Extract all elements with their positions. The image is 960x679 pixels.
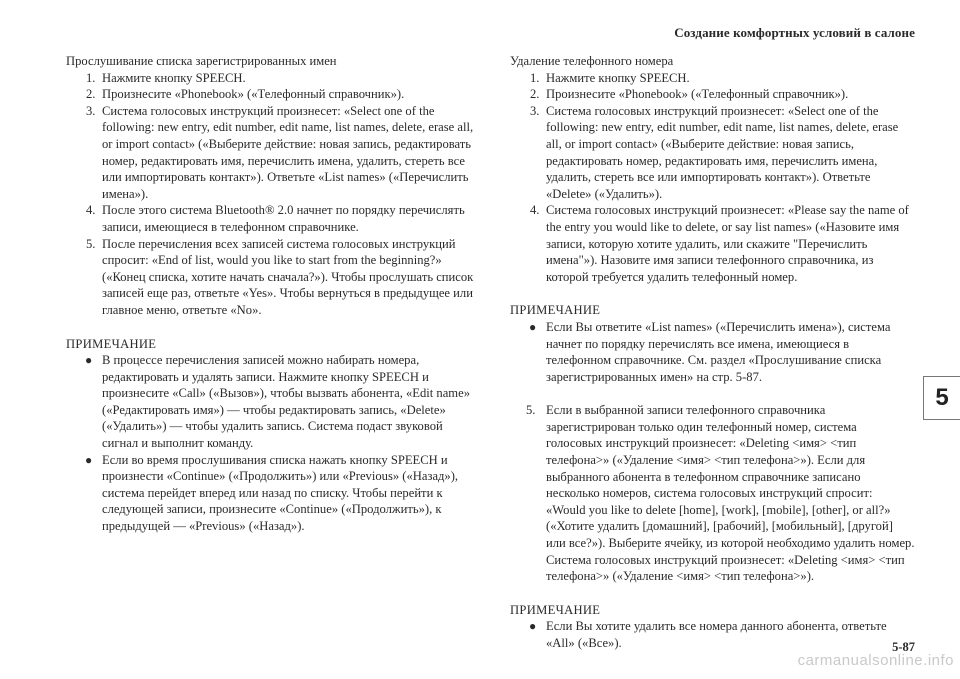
step-item	[510, 202, 915, 285]
note-item	[510, 618, 915, 651]
step-item	[66, 236, 476, 319]
step-item	[66, 202, 476, 235]
note-title: ПРИМЕЧАНИЕ	[510, 303, 601, 318]
step-text: Нажмите кнопку SPEECH.	[102, 70, 246, 85]
section-heading-delete-number: Удаление телефонного номера	[510, 54, 674, 68]
bullet-icon: ●	[85, 353, 93, 368]
step-item	[510, 70, 915, 87]
page-header: Создание комфортных условий в салоне	[674, 25, 915, 40]
note-title: ПРИМЕЧАНИЕ	[66, 336, 157, 351]
step-item	[66, 86, 476, 103]
step-item	[510, 103, 915, 203]
step-text: После перечисления всех записей система голосовых инструкций спросит: «End of list, would you like to start from the beginning?» («Конец списка, хотите начать сначала?»). Чтобы прослушать список записей еще раз, ответьте «Yes». Чтобы вернуться в предыдущее или главное меню, ответьте «No».	[102, 236, 474, 317]
note-list	[510, 319, 915, 385]
step-number: 1.	[86, 70, 96, 85]
note-text: Если Вы хотите удалить все номера данного абонента, ответьте «All» («Все»).	[546, 619, 887, 650]
note-item	[510, 319, 915, 385]
step-number: 5.	[86, 236, 96, 251]
step-item	[66, 70, 476, 87]
step-text: После этого система Bluetooth® 2.0 начнет по порядку перечислять записи, имеющиеся в телефонном справочнике.	[102, 203, 465, 234]
note-title: ПРИМЕЧАНИЕ	[510, 602, 601, 617]
note-list	[510, 618, 915, 651]
step-text: Произнесите «Phonebook» («Телефонный справочник»).	[102, 87, 405, 102]
step-item-5	[510, 402, 915, 585]
step-text: Система голосовых инструкций произнесет: «Select one of the following: new entry, edit number, edit name, list names, delete, erase all, or import contact» («Выберите действие: новая запись, редактировать номер, редактировать имя, перечислить имена, удалить, стереть все или импортировать контакт»). Ответьте «Delete» («Удалить»).	[546, 103, 899, 201]
chapter-tab: 5	[923, 376, 960, 420]
section-heading-list-names: Прослушивание списка зарегистрированных имен	[66, 54, 337, 68]
note-text: В процессе перечисления записей можно набирать номера, редактировать и удалять записи. Нажмите кнопку SPEECH и произнесите «Call» («Вызов»), чтобы вызвать абонента, «Edit name» («Редактировать имя») — чтобы редактировать запись, «Delete» («Удалить») — чтобы удалить запись. Система подаст звуковой сигнал и выполнит команду.	[102, 353, 470, 451]
bullet-icon: ●	[85, 452, 93, 467]
step-text: Если в выбранной записи телефонного справочника зарегистрирован только один телефонный номер, система голосовых инструкций произнесет: «Deleting <имя> <тип телефона>» («Удаление <имя> <тип телефона>»). Если для выбранного абонента в телефонном справочнике записано несколько номеров, система голосовых инструкций спросит: «Would you like to delete [home], [work], [mobile], [other], or all?» («Хотите удалить [домашний], [рабочий], [мобильный], [другой] или все?»). Выберите ячейку, из которой необходимо удалить номер. Система голосовых инструкций произнесет: «Deleting <имя> <тип телефона>» («Удаление <имя> <тип телефона>»).	[546, 403, 915, 584]
delete-number-steps	[510, 70, 915, 286]
note-text: Если Вы ответите «List names» («Перечислить имена»), система начнет по порядку перечислять все имена, имеющиеся в телефонном справочнике. См. раздел «Прослушивание списка зарегистрированных имен» на стр. 5-87.	[546, 319, 891, 384]
note-list	[66, 352, 476, 535]
step-number: 2.	[530, 87, 540, 102]
step-number: 2.	[86, 87, 96, 102]
step-item	[66, 103, 476, 203]
page-number: 5-87	[892, 640, 915, 654]
step-number: 3.	[86, 103, 96, 118]
step-text: Система голосовых инструкций произнесет: «Select one of the following: new entry, edit number, edit name, list names, delete, erase all, or import contact» («Выберите действие: новая запись, редактировать номер, редактировать имя, перечислить имена, удалить, стереть все или импортировать контакт»). Ответьте «List names» («Перечислить имена»).	[102, 103, 474, 201]
note-item	[66, 352, 476, 452]
left-column	[66, 53, 476, 535]
step-number: 5.	[526, 403, 536, 418]
step-text: Нажмите кнопку SPEECH.	[546, 70, 690, 85]
bullet-icon: ●	[529, 619, 537, 634]
step-number: 3.	[530, 103, 540, 118]
step-number: 4.	[530, 203, 540, 218]
right-column	[510, 53, 915, 652]
bullet-icon: ●	[529, 319, 537, 334]
step-number: 4.	[86, 203, 96, 218]
list-names-steps	[66, 70, 476, 319]
note-item	[66, 452, 476, 535]
note-text: Если во время прослушивания списка нажать кнопку SPEECH и произнести «Continue» («Продолжить») или «Previous» («Назад»), система перейдет вперед или назад по списку. Чтобы перейти к следующей записи, произнесите «Continue» («Продолжить»), к предыдущей — «Previous» («Назад»).	[102, 452, 459, 534]
step-item	[510, 86, 915, 103]
step-number: 1.	[530, 70, 540, 85]
step-text: Произнесите «Phonebook» («Телефонный справочник»).	[546, 87, 849, 102]
step-text: Система голосовых инструкций произнесет: «Please say the name of the entry you would like to delete, or say list names» («Назовите имя записи, которую хотите удалить, или скажите "Перечислить имена"»). Назовите имя записи телефонного справочника, из которой требуется удалить телефонный номер.	[546, 203, 909, 284]
watermark: carmanualsonline.info	[797, 652, 954, 669]
